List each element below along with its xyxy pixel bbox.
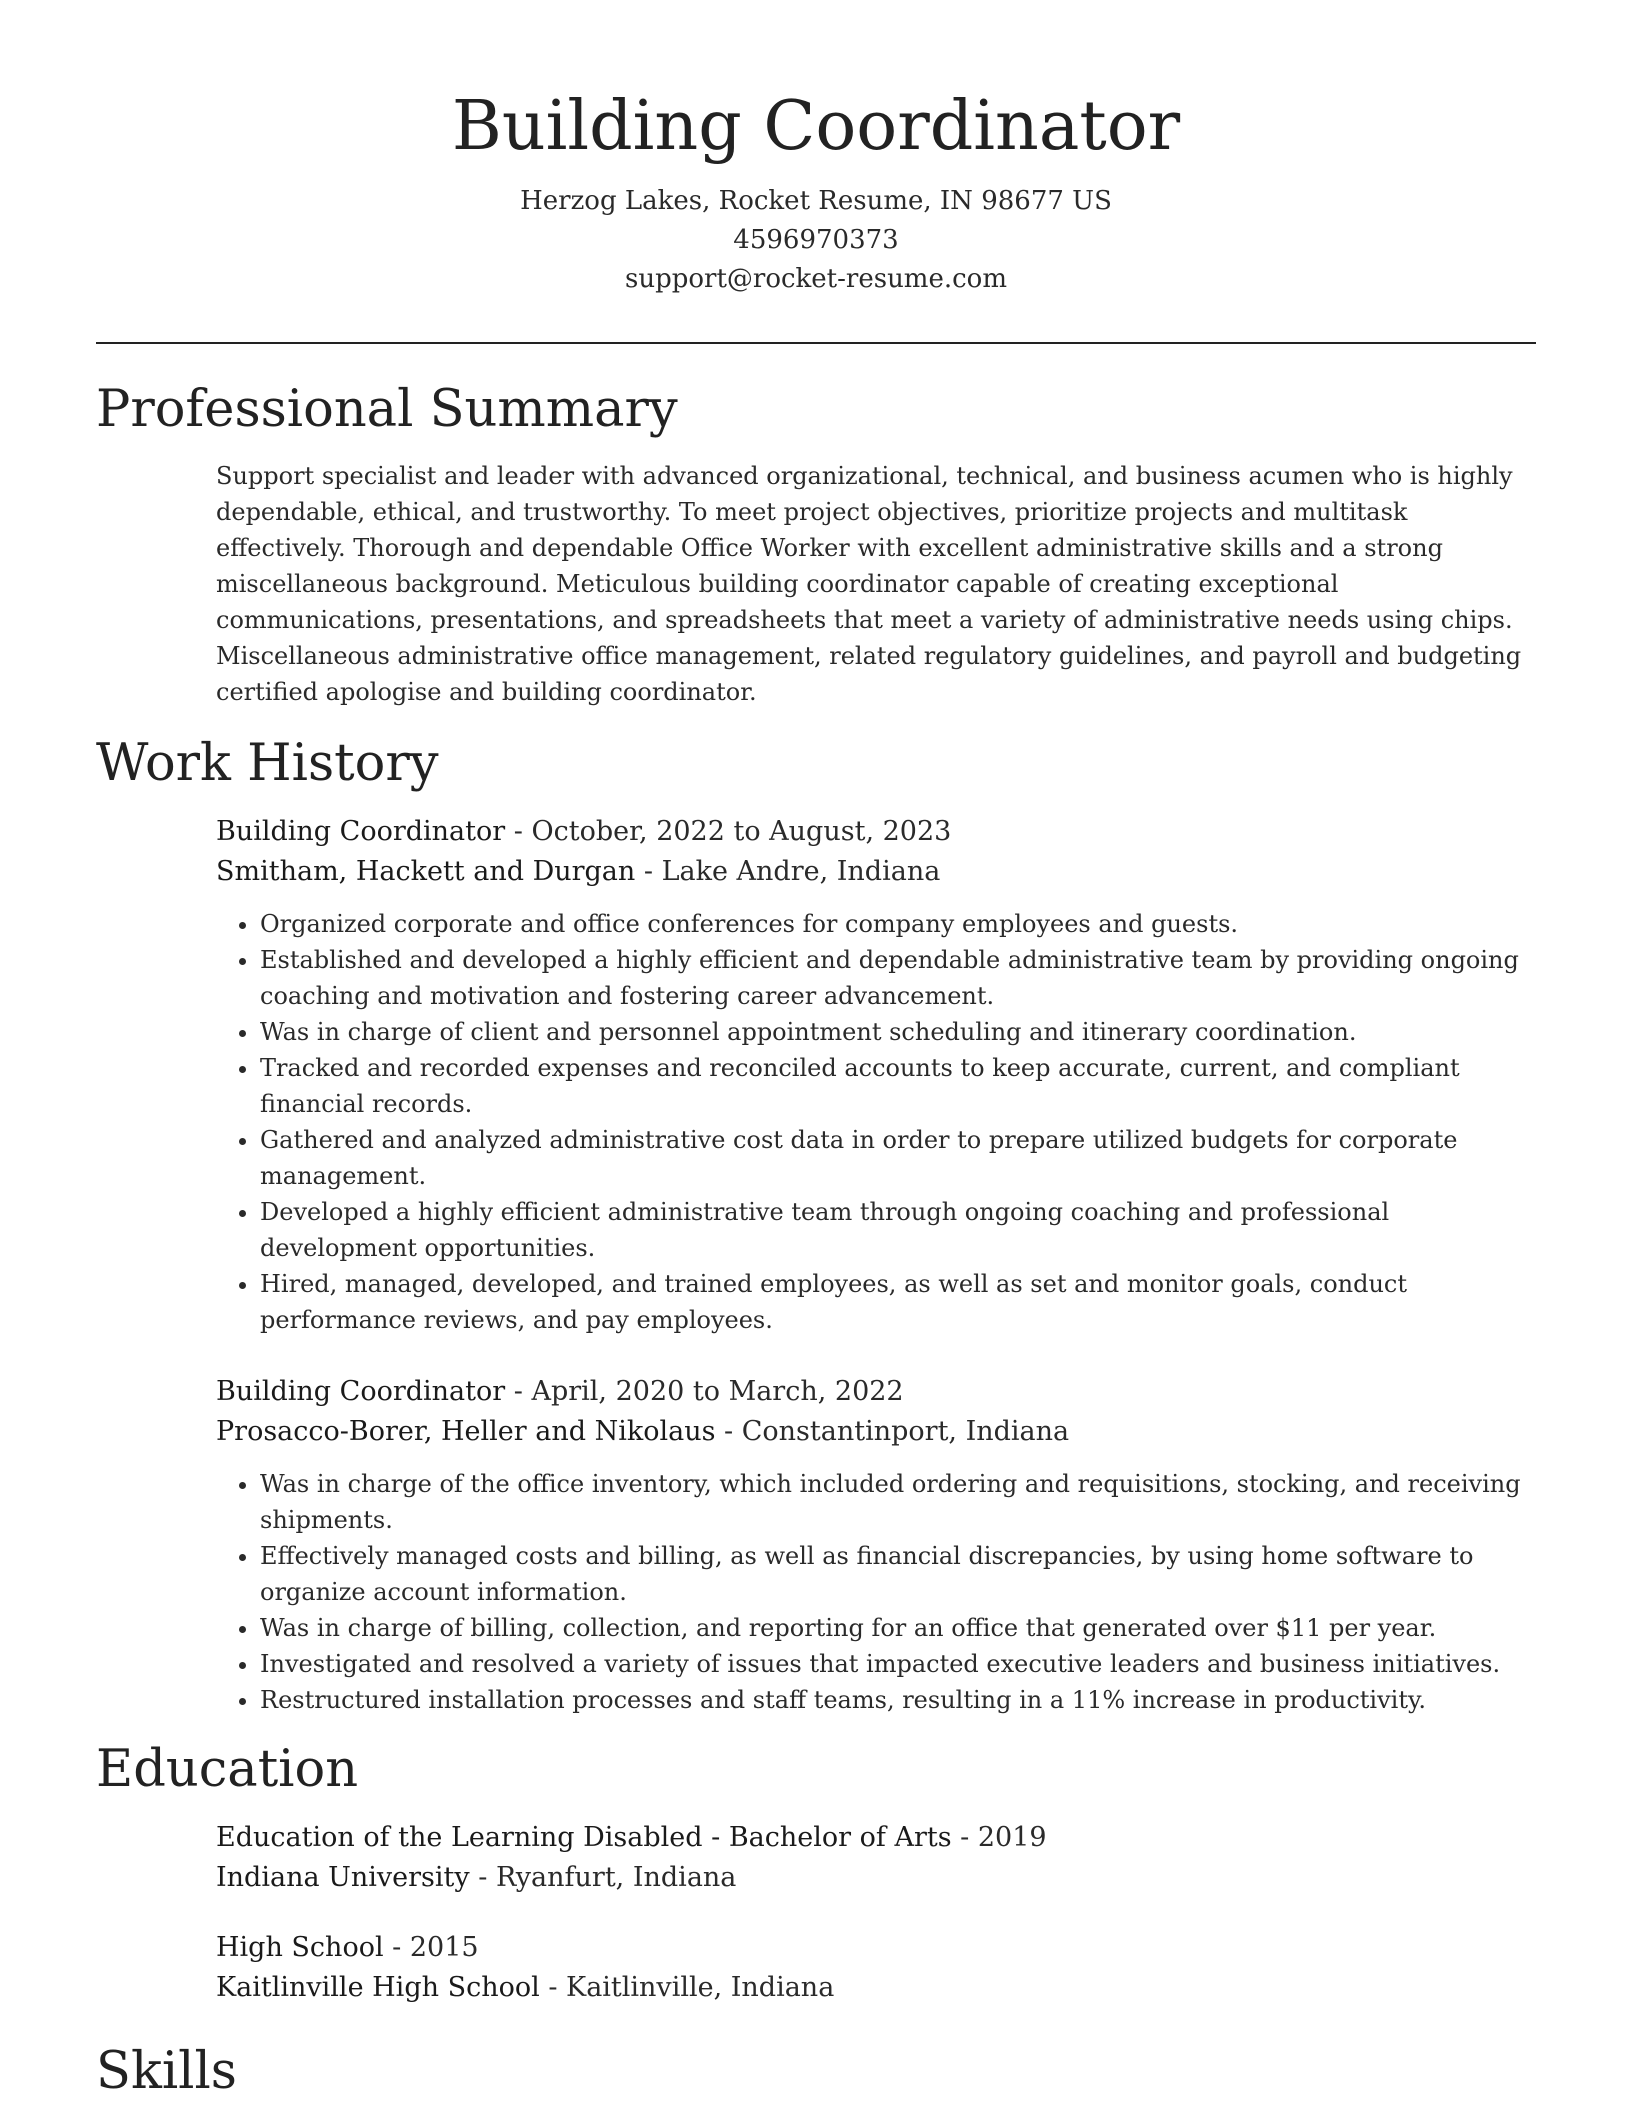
job-location: - Lake Andre, Indiana (635, 856, 941, 887)
education-year: - 2015 (383, 1932, 479, 1963)
job-company: Smitham, Hackett and Durgan (216, 856, 636, 887)
job-bullet: • Was in charge of billing, collection, and reporting for an office that generated over $11 per year. (260, 1610, 1536, 1646)
education-degree: High School (216, 1932, 384, 1963)
education-body (216, 1818, 1536, 2008)
header-divider (96, 342, 1536, 344)
contact-address: Herzog Lakes, Rocket Resume, IN 98677 US (520, 186, 1112, 216)
job-entry (216, 812, 1536, 1338)
section-title-education: Education (96, 1740, 359, 1799)
education-entry (216, 1928, 1536, 2008)
job-company: Prosacco-Borer, Heller and Nikolaus (216, 1416, 716, 1447)
education-entry (216, 1818, 1536, 1898)
work-history-body (216, 812, 1536, 1718)
section-title-summary: Professional Summary (96, 380, 678, 439)
education-school-line (216, 1858, 1536, 1898)
job-entry (216, 1372, 1536, 1718)
job-bullet: • Effectively managed costs and billing, as well as financial discrepancies, by using home software to organize account information. (260, 1538, 1536, 1610)
job-dates: - October, 2022 to August, 2023 (505, 816, 952, 847)
section-title-skills: Skills (96, 2042, 237, 2101)
job-bullet: • Gathered and analyzed administrative cost data in order to prepare utilized budgets for corporate management. (260, 1122, 1536, 1194)
job-bullet: • Restructured installation processes and staff teams, resulting in a 11% increase in productivity. (260, 1682, 1536, 1718)
education-school: Indiana University (216, 1862, 470, 1893)
job-bullet: • Established and developed a highly efficient and dependable administrative team by providing ongoing coaching and motivation and fostering career advancement. (260, 942, 1536, 1014)
job-bullet: • Developed a highly efficient administrative team through ongoing coaching and professional development opportunities. (260, 1194, 1536, 1266)
section-title-work-history: Work History (96, 734, 439, 793)
summary-text: Support specialist and leader with advanced organizational, technical, and business acumen who is highly dependable, ethical, and trustworthy. To meet project objectives, prioritize projects and multitask effectively. Thorough and dependable Office Worker with excellent administrative skills and a strong miscellaneous background. Meticulous building coordinator capable of creating exceptional communications, presentations, and spreadsheets that meet a variety of administrative needs using chips. Miscellaneous administrative office management, related regulatory guidelines, and payroll and budgeting certified apologise and building coordinator. (216, 462, 1522, 706)
job-location: - Constantinport, Indiana (715, 1416, 1070, 1447)
job-role: Building Coordinator (216, 816, 506, 847)
education-location: - Ryanfurt, Indiana (469, 1862, 737, 1893)
job-bullet: • Organized corporate and office conferences for company employees and guests. (260, 906, 1536, 942)
education-year: - 2019 (951, 1822, 1047, 1853)
job-company-line (216, 1412, 1536, 1452)
resume-header (96, 82, 1536, 299)
job-bullet: • Hired, managed, developed, and trained employees, as well as set and monitor goals, conduct performance reviews, and pay employees. (260, 1266, 1536, 1338)
job-bullets (216, 1466, 1536, 1718)
contact-email: support@rocket-resume.com (624, 264, 1007, 294)
education-school: Kaitlinville High School (216, 1972, 540, 2003)
job-bullet: • Was in charge of the office inventory, which included ordering and requisitions, stocking, and receiving shipments. (260, 1466, 1536, 1538)
job-bullet: • Was in charge of client and personnel appointment scheduling and itinerary coordination. (260, 1014, 1536, 1050)
job-dates: - April, 2020 to March, 2022 (505, 1376, 904, 1407)
job-bullets (216, 906, 1536, 1338)
education-school-line (216, 1968, 1536, 2008)
education-degree: Education of the Learning Disabled - Bachelor of Arts (216, 1822, 952, 1853)
job-title-line (216, 812, 1536, 852)
candidate-name: Building Coordinator (451, 87, 1181, 166)
job-company-line (216, 852, 1536, 892)
contact-phone: 4596970373 (733, 225, 899, 255)
summary-body (216, 458, 1536, 710)
job-bullet: • Investigated and resolved a variety of issues that impacted executive leaders and business initiatives. (260, 1646, 1536, 1682)
job-bullet: • Tracked and recorded expenses and reconciled accounts to keep accurate, current, and compliant financial records. (260, 1050, 1536, 1122)
education-degree-line (216, 1818, 1536, 1858)
job-role: Building Coordinator (216, 1376, 506, 1407)
contact-block (96, 182, 1536, 299)
education-location: - Kaitlinville, Indiana (539, 1972, 835, 2003)
job-title-line (216, 1372, 1536, 1412)
education-degree-line (216, 1928, 1536, 1968)
